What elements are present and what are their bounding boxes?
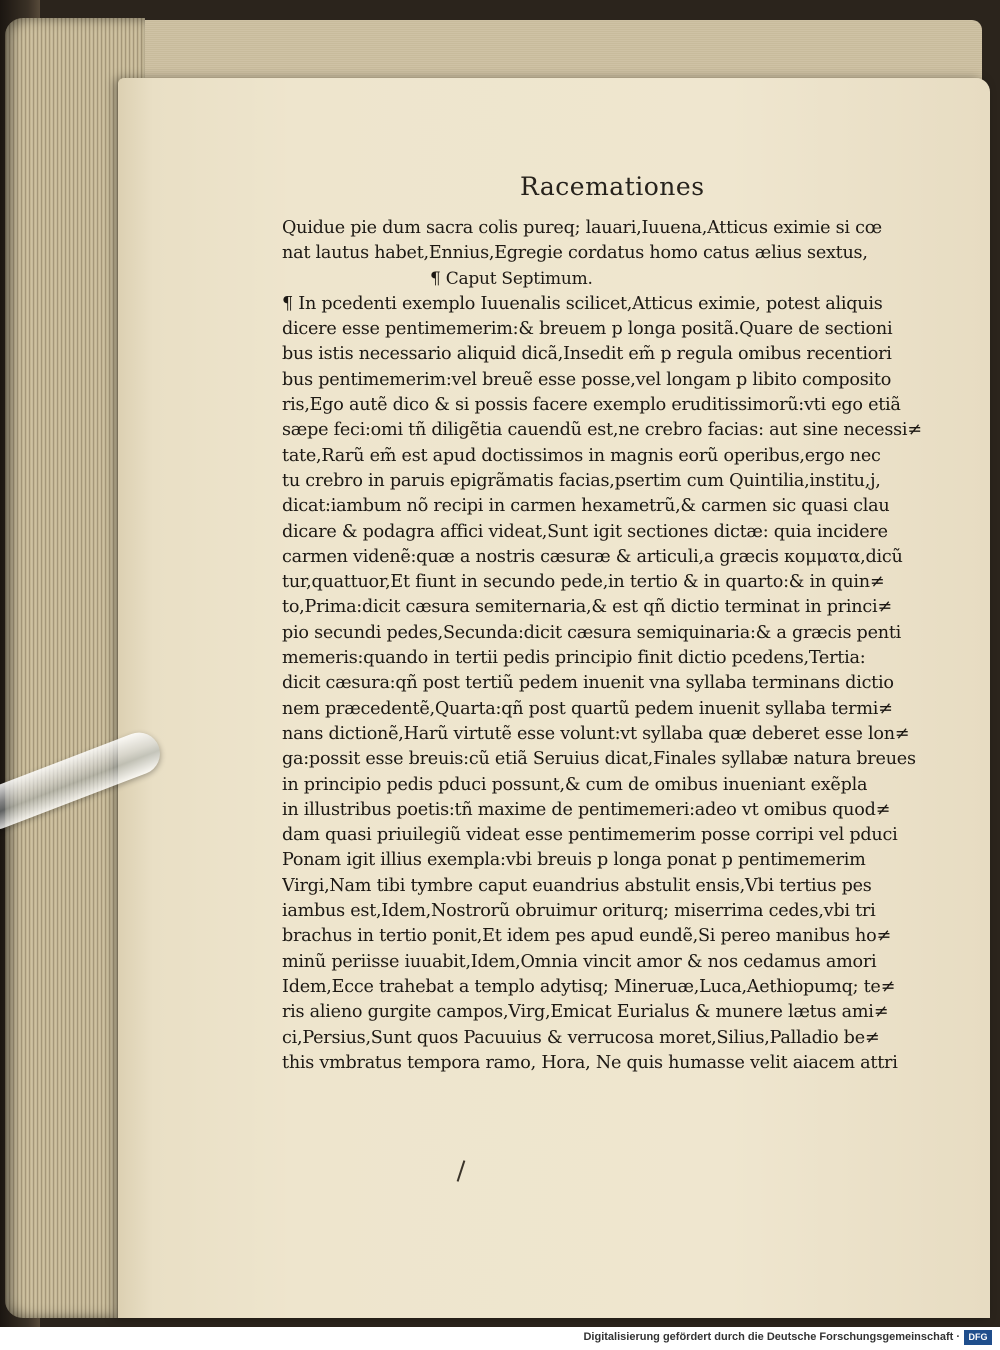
text-line: bus istis necessario aliquid dicã,Insedit em̃ p regula omibus recentiori [282,344,892,365]
text-line: ¶ In pcedenti exemplo Iuuenalis scilicet,Atticus eximie, potest aliquis [282,293,883,314]
text-line: nans dictionẽ,Harũ virtutẽ esse volunt:vt syllaba quæ deberet esse lon≠ [282,723,910,744]
text-line: brachus in tertio ponit,Et idem pes apud eundẽ,Si pereo manibus ho≠ [282,926,891,947]
running-head: Racemationes [520,172,705,201]
text-line: ris alieno gurgite campos,Virg,Emicat Eurialus & munere lætus ami≠ [282,1002,889,1023]
text-line: in illustribus poetis:tñ maxime de pentimemeri:adeo vt omibus quod≠ [282,799,891,820]
text-line: tu crebro in paruis epigrãmatis facias,psertim cum Quintilia,institu,j, [282,470,881,491]
text-block [282,216,942,1076]
text-line: bus pentimemerim:vel breuẽ esse posse,vel longam p libito composito [282,369,892,390]
chapter-heading: ¶ Caput Septimum. [430,268,593,289]
text-line: nat lautus habet,Ennius,Egregie cordatus homo catus ælius sextus, [282,243,868,264]
text-line: tate,Rarũ em̃ est apud doctissimos in magnis eorũ operibus,ergo nec [282,445,881,466]
text-line: Idem,Ecce trahebat a templo adytisq; Mineruæ,Luca,Aethiopumq; te≠ [282,976,896,997]
text-line: Ponam igit illius exempla:vbi breuis p longa ponat p pentimemerim [282,850,866,871]
text-line: dicare & podagra affici videat,Sunt igit sectiones dictæ: quia incidere [282,521,888,542]
text-line: nem præcedentẽ,Quarta:qñ post quartũ pedem inuenit syllaba termi≠ [282,698,893,719]
text-line: dicere esse pentimemerim:& breuem p longa positã.Quare de sectioni [282,319,893,340]
text-line: sæpe feci:omi tñ diligẽtia cauendũ est,ne crebro facias: aut sine necessi≠ [282,420,922,441]
dfg-logo-icon: DFG [964,1330,992,1345]
text-line: minũ periisse iuuabit,Idem,Omnia vincit amor & nos cedamus amori [282,951,877,972]
text-line: tur,quattuor,Et fiunt in secundo pede,in tertio & in quarto:& in quin≠ [282,572,885,593]
text-line: pio secundi pedes,Secunda:dicit cæsura semiquinaria:& a græcis penti [282,622,902,643]
footer-bar [0,1327,1000,1350]
text-line: Quidue pie dum sacra colis pureq; lauari,Iuuena,Atticus eximie si cœ [282,218,882,238]
text-line: dam quasi priuilegiũ videat esse pentimemerim posse corripi vel pduci [282,825,898,846]
text-line: dicit cæsura:qñ post tertiũ pedem inuenit vna syllaba terminans dictio [282,673,894,694]
text-line: this vmbratus tempora ramo, Hora, Ne quis humasse velit aiacem attri [282,1052,898,1073]
text-line: in principio pedis pduci possunt,& cum de omibus inueniant exẽpla [282,774,868,795]
text-line: carmen videnẽ:quæ a nostris cæsuræ & articuli,a græcis κομματα,dicũ [282,546,903,567]
text-line: iambus est,Idem,Nostrorũ obruimur oriturq; miserrima cedes,vbi tri [282,901,876,922]
dfg-credit: Digitalisierung gefördert durch die Deutsche Forschungsgemeinschaft · [583,1331,960,1343]
text-line: ci,Persius,Sunt quos Pacuuius & verrucosa moret,Silius,Palladio be≠ [282,1027,880,1048]
text-line: memeris:quando in tertii pedis principio finit dictio pcedens,Tertia: [282,648,866,669]
text-line: ris,Ego autẽ dico & si possis facere exemplo eruditissimorũ:vti ego etiã [282,395,901,416]
text-line: ga:possit esse breuis:cũ etiã Seruius dicat,Finales syllabæ natura breues [282,749,916,770]
text-line: Virgi,Nam tibi tymbre caput euandrius abstulit ensis,Vbi tertius pes [282,875,872,896]
text-line: to,Prima:dicit cæsura semiternaria,& est qñ dictio terminat in princi≠ [282,597,892,618]
text-line: dicat:iambum nõ recipi in carmen hexametrũ,& carmen sic quasi clau [282,496,890,517]
